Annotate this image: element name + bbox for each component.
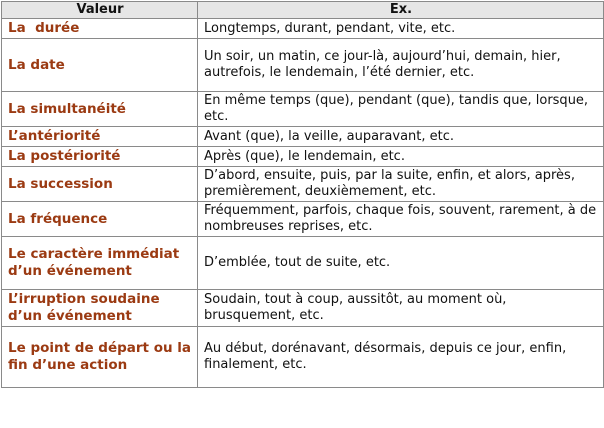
row-label: La durée	[2, 19, 198, 39]
row-label: L’irruption soudaine d’un événement	[2, 290, 198, 327]
row-examples: D’abord, ensuite, puis, par la suite, enfin, et alors, après, premièrement, deuxièmement, etc.	[198, 167, 604, 202]
table-row	[2, 147, 604, 167]
row-label: Le caractère immédiat d’un événement	[2, 237, 198, 290]
table-row	[2, 167, 604, 202]
row-examples: Un soir, un matin, ce jour-là, aujourd’hui, demain, hier, autrefois, le lendemain, l’été dernier, etc.	[198, 39, 604, 92]
table-row	[2, 19, 604, 39]
row-label: La date	[2, 39, 198, 92]
row-examples: Après (que), le lendemain, etc.	[198, 147, 604, 167]
table-row	[2, 237, 604, 290]
table-row	[2, 290, 604, 327]
table-row	[2, 327, 604, 388]
row-label: La succession	[2, 167, 198, 202]
row-examples: Soudain, tout à coup, aussitôt, au moment où, brusquement, etc.	[198, 290, 604, 327]
row-examples: En même temps (que), pendant (que), tandis que, lorsque, etc.	[198, 92, 604, 127]
row-label: La simultanéité	[2, 92, 198, 127]
table-row	[2, 127, 604, 147]
header-examples: Ex.	[198, 2, 604, 19]
table-row	[2, 92, 604, 127]
row-examples: Avant (que), la veille, auparavant, etc.	[198, 127, 604, 147]
row-examples: Au début, dorénavant, désormais, depuis ce jour, enfin, finalement, etc.	[198, 327, 604, 388]
row-examples: Fréquemment, parfois, chaque fois, souvent, rarement, à de nombreuses reprises, etc.	[198, 202, 604, 237]
table-row	[2, 39, 604, 92]
row-label: La fréquence	[2, 202, 198, 237]
row-label: La postériorité	[2, 147, 198, 167]
table-header-row	[2, 2, 604, 19]
row-examples: Longtemps, durant, pendant, vite, etc.	[198, 19, 604, 39]
table-row	[2, 202, 604, 237]
row-label: L’antériorité	[2, 127, 198, 147]
row-examples: D’emblée, tout de suite, etc.	[198, 237, 604, 290]
header-valeur: Valeur	[2, 2, 198, 19]
temporal-markers-table	[1, 1, 604, 388]
row-label: Le point de départ ou la fin d’une action	[2, 327, 198, 388]
